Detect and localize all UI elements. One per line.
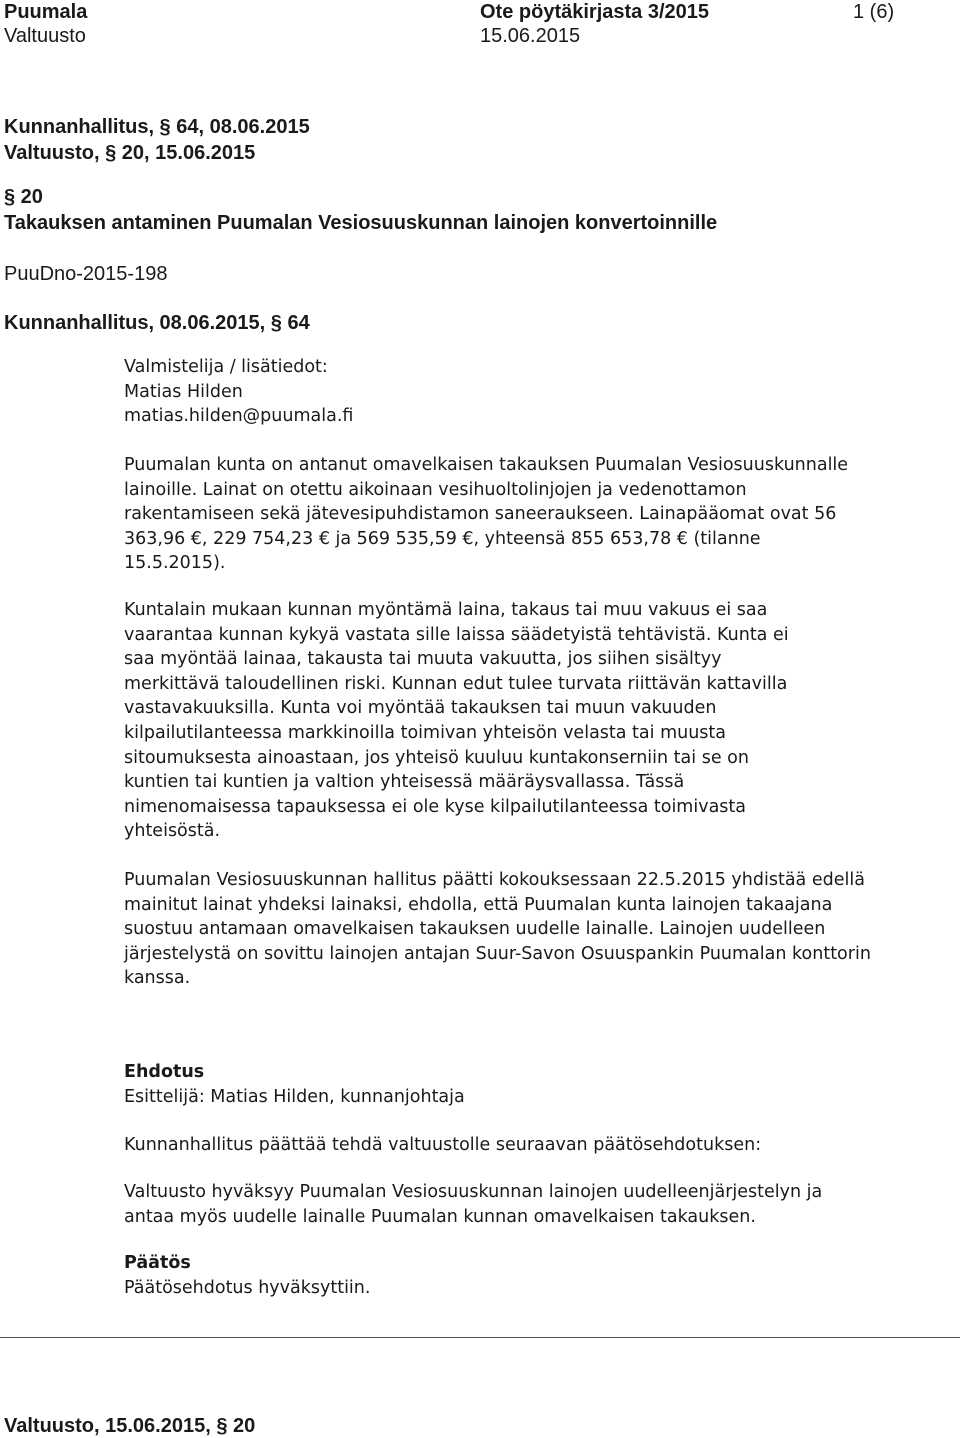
diary-number: PuuDno-2015-198 (4, 263, 168, 285)
paragraph-2 (124, 598, 804, 844)
footer-divider (0, 1337, 960, 1338)
section-number: § 20 (4, 186, 43, 208)
presenter-line: Esittelijä: Matias Hilden, kunnanjohtaja (124, 1086, 465, 1107)
org-sub: Valtuusto (4, 25, 86, 47)
page-number: 1 (6) (853, 1, 895, 23)
paragraph-3 (124, 868, 884, 991)
kh-reference: Kunnanhallitus, 08.06.2015, § 64 (4, 312, 310, 334)
proposal-text-body: Valtuusto hyväksyy Puumalan Vesiosuuskunnan lainojen uudelleenjärjestelyn ja antaa myös uudelle lainalle Puumalan kunnan omavelkaisen takauksen. (124, 1182, 823, 1227)
decision-block (124, 1251, 894, 1300)
ref-valtuusto: Valtuusto, § 20, 15.06.2015 (4, 142, 256, 164)
decision-heading: Päätös (124, 1253, 191, 1273)
proposal-heading-text: Ehdotus (124, 1062, 205, 1082)
preparer-name: Matias Hilden (124, 381, 243, 402)
paragraph-2-text: Kuntalain mukaan kunnan myöntämä laina, takaus tai muu vakuus ei saa vaarantaa kunnan kykyä vastata sille laissa säädetyistä tehtävistä. Kunta ei saa myöntää lainaa, takausta tai muuta vakuutta, jos siihen sisältyy merkittävä taloudellinen riski. Kunnan edut tulee turvata riittävän kattavilla vastavakuuksilla. Kunta voi myöntää takauksen tai muun vakuuden kilpailutilanteessa markkinoilla toimivan yhteisön velasta tai muusta sitoumuksesta ainoastaan, jos yhteisö kuuluu kuntakonserniin tai se on kuntien tai kuntien ja valtion yhteisessä määräysvallassa. Tässä nimenomaisessa tapauksessa ei ole kyse kilpailutilanteessa toimivasta yhteisöstä. (124, 600, 789, 842)
doc-date: 15.06.2015 (480, 25, 581, 47)
doc-title-text: Ote pöytäkirjasta 3/2015 (480, 1, 710, 23)
preparer-email: matias.hilden@puumala.fi (124, 406, 354, 427)
paragraph-3-text: Puumalan Vesiosuuskunnan hallitus päätti kokouksessaan 22.5.2015 yhdistää edellä mainitut lainat yhdeksi lainaksi, ehdolla, että Puumalan kunta lainojen takaajana suostuu antamaan omavelkaisen takauksen uudelle lainalle. Lainojen uudelleen järjestelystä on sovittu lainojen antajan Suur-Savon Osuuspankin Puumalan konttorin kanssa. (124, 870, 871, 989)
proposal-intro-text: Kunnanhallitus päättää tehdä valtuustolle seuraavan päätösehdotuksen: (124, 1135, 762, 1155)
ref-kunnanhallitus: Kunnanhallitus, § 64, 08.06.2015 (4, 116, 310, 138)
doc-title (480, 0, 709, 24)
proposal-intro (124, 1133, 894, 1158)
org-name: Puumala (4, 1, 88, 23)
footer-reference: Valtuusto, 15.06.2015, § 20 (4, 1415, 256, 1437)
paragraph-1-text: Puumalan kunta on antanut omavelkaisen takauksen Puumalan Vesiosuuskunnalle lainoille. Lainat on otettu aikoinaan vesihuoltolinjojen ja vedenottamon rakentamiseen sekä jätevesipuhdistamon saneeraukseen. Lainapääomat ovat 56 363,96 €, 229 754,23 € ja 569 535,59 €, yhteensä 855 653,78 € (tilanne 15.5.2015). (124, 455, 849, 574)
preparer-block (124, 355, 894, 429)
decision-text: Päätösehdotus hyväksyttiin. (124, 1277, 371, 1298)
paragraph-1 (124, 453, 849, 576)
proposal-text (124, 1180, 874, 1229)
proposal-heading (124, 1060, 894, 1109)
item-title: Takauksen antaminen Puumalan Vesiosuuskunnan lainojen konvertoinnille (4, 212, 718, 234)
preparer-label: Valmistelija / lisätiedot: (124, 357, 328, 377)
